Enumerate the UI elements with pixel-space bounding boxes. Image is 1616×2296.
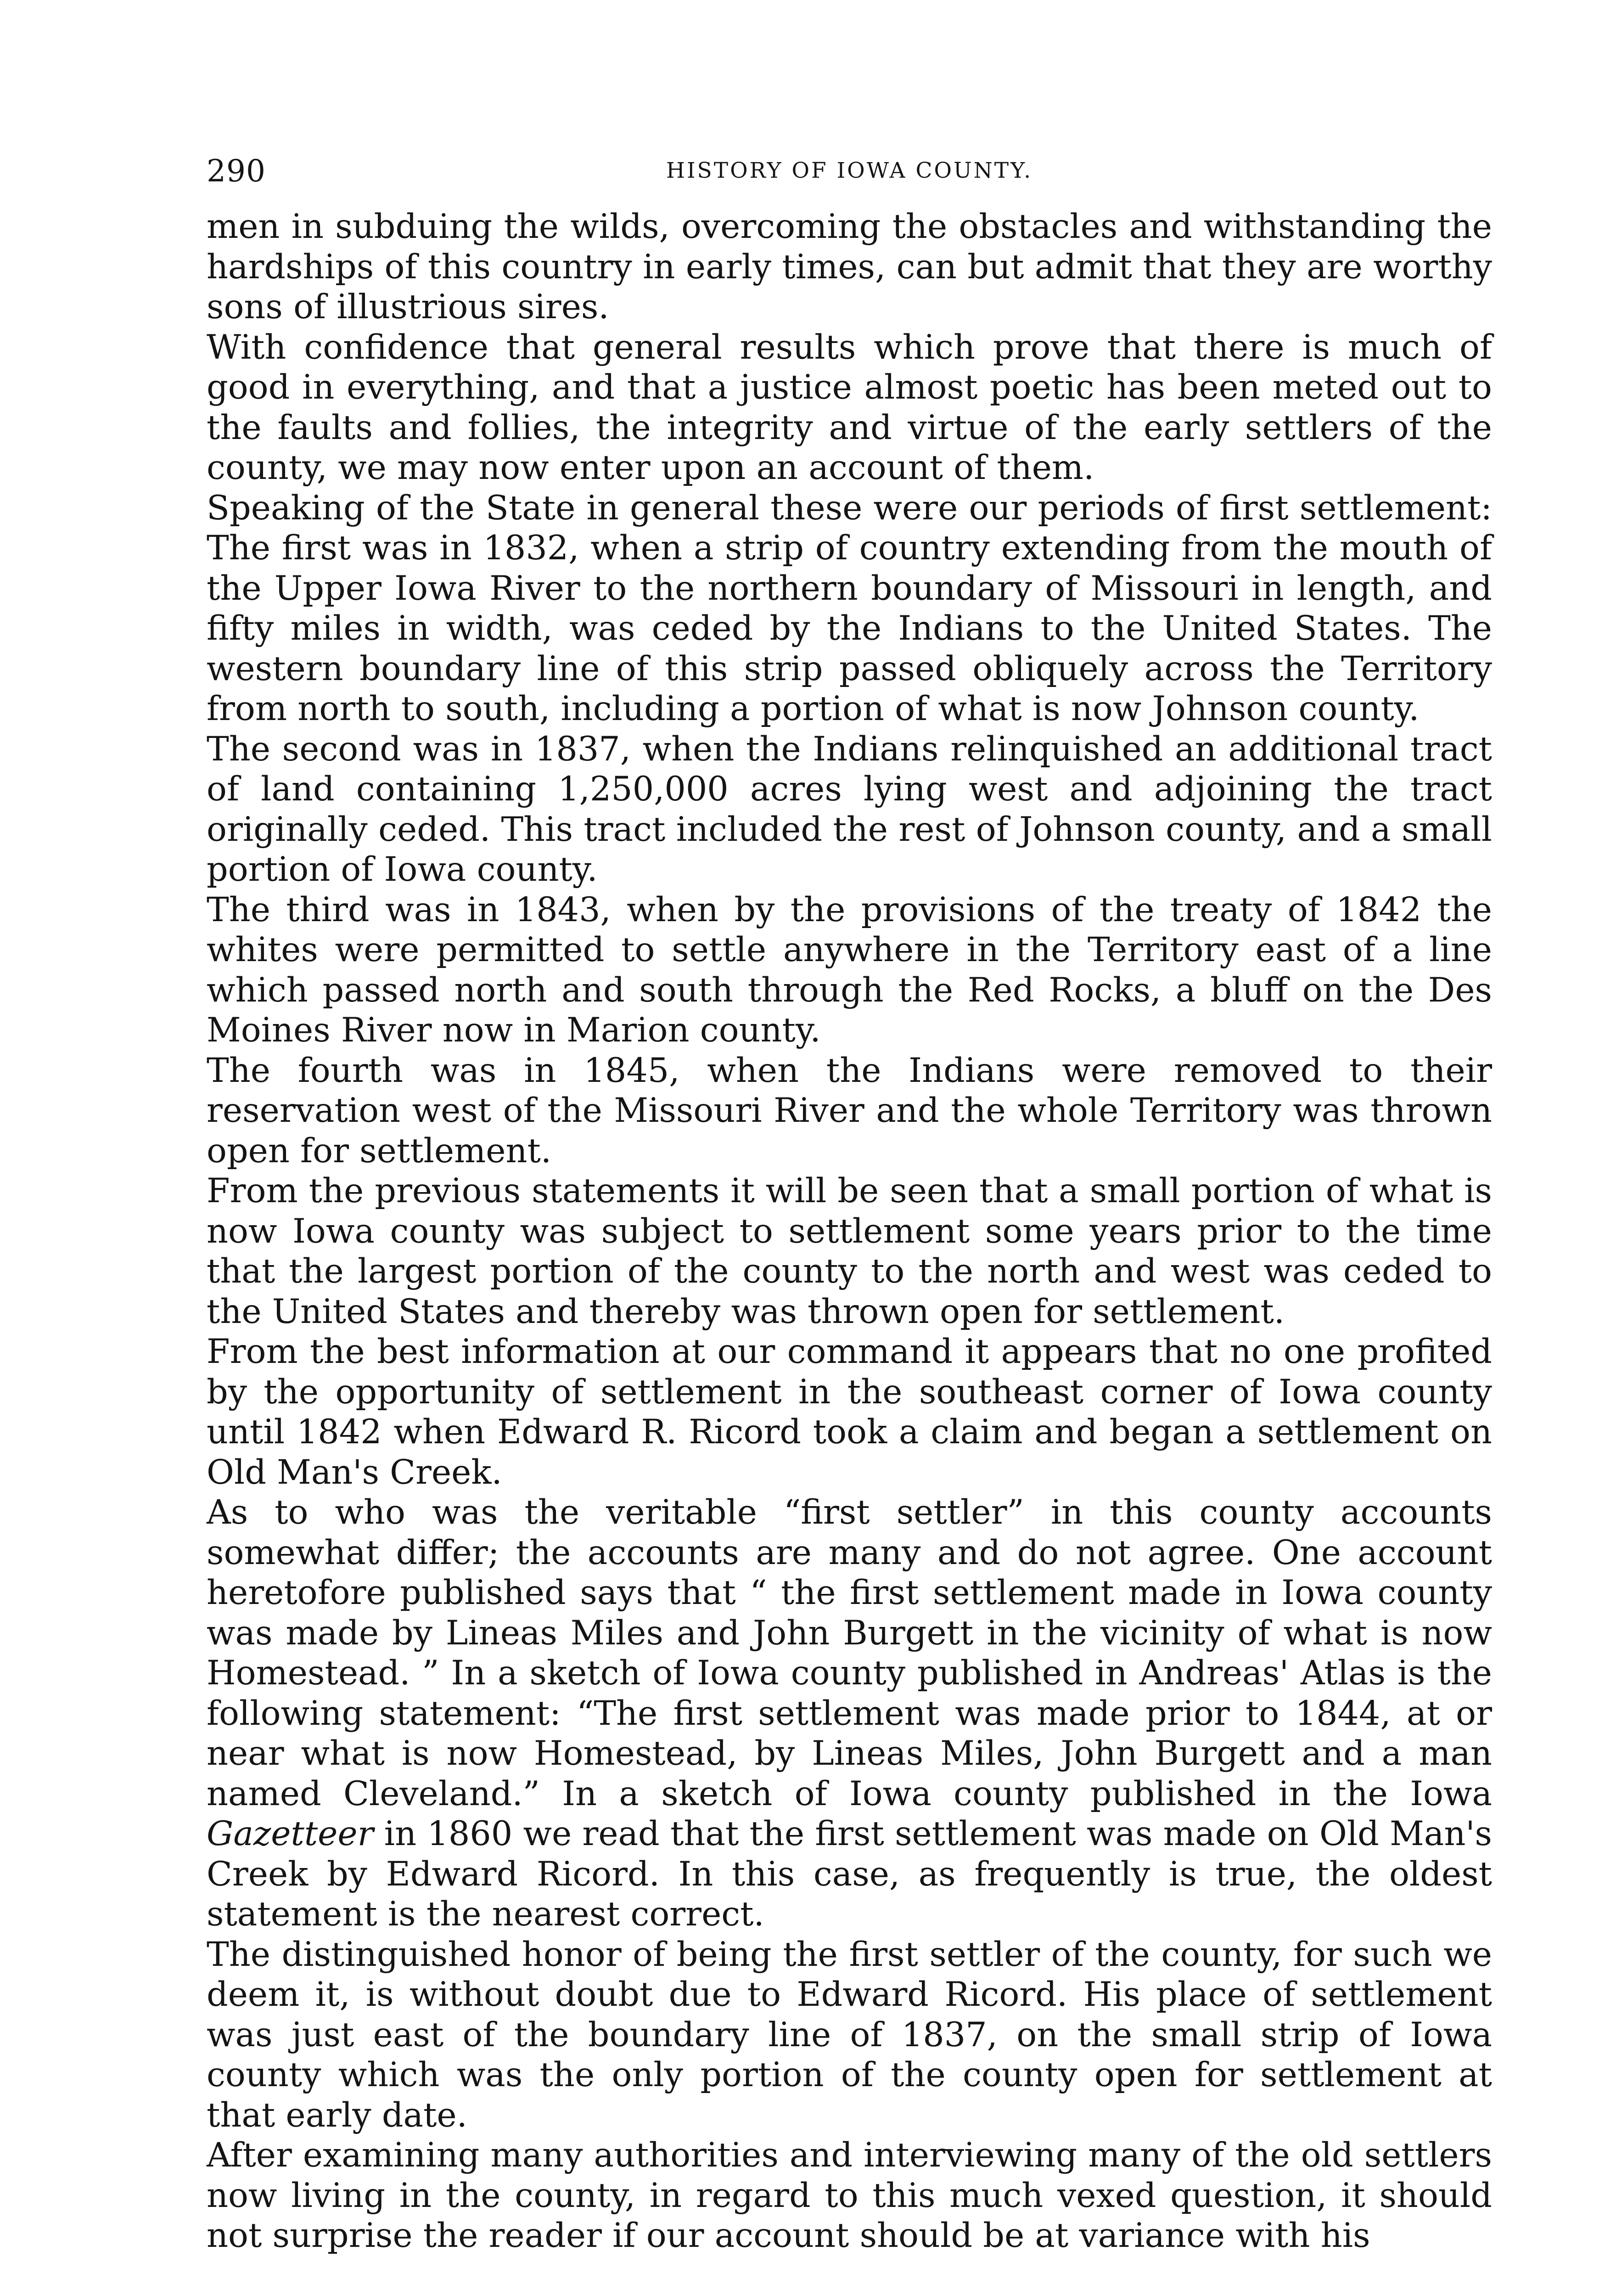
paragraph-11: After examining many authorities and interviewing many of the old settlers now living in the county, in regard to this much vexed question, it should not surprise the reader if our account should be at variance with his <box>207 2136 1492 2255</box>
paragraph-7: From the previous statements it will be seen that a small portion of what is now Iowa county was subject to settlement some years prior to the time that the largest portion of the county to the north and west was ceded to the United States and thereby was thrown open for settlement. <box>207 1171 1492 1331</box>
running-head <box>207 153 1492 207</box>
paragraph-9-text-before: As to who was the veritable “first settler” in this county accounts somewhat differ; the accounts are many and do not agree. One account heretofore published says that “ the first settlement made in Iowa county was made by Lineas Miles and John Burgett in the vicinity of what is now Homestead. ” In a sketch of Iowa county published in Andreas' Atlas is the following statement: “The first settlement was made prior to 1844, at or near what is now Homestead, by Lineas Miles, John Burgett and a man named Cleveland.” In a sketch of Iowa county published in the Iowa <box>207 1493 1492 1813</box>
page-number: 290 <box>207 153 266 189</box>
paragraph-9-text-after: in 1860 we read that the first settlement was made on Old Man's Creek by Edward Ricord. In this case, as frequently is true, the oldest statement is the nearest correct. <box>207 1814 1492 1934</box>
running-title: HISTORY OF IOWA COUNTY. <box>666 158 1033 183</box>
paragraph-6: The fourth was in 1845, when the Indians were removed to their reservation west of the Missouri River and the whole Territory was thrown open for settlement. <box>207 1051 1492 1171</box>
paragraph-8: From the best information at our command it appears that no one profited by the opportunity of settlement in the southeast corner of Iowa county until 1842 when Edward R. Ricord took a claim and began a settlement on Old Man's Creek. <box>207 1332 1492 1492</box>
paragraph-9 <box>207 1492 1492 1935</box>
gazetteer-title: Gazetteer <box>207 1814 374 1853</box>
paragraph-2: With confidence that general results which prove that there is much of good in everything, and that a justice almost poetic has been meted out to the faults and follies, the integrity and virtue of the early settlers of the county, we may now enter upon an account of them. <box>207 327 1492 487</box>
paragraph-1: men in subduing the wilds, overcoming the obstacles and withstanding the hardships of this country in early times, can but admit that they are worthy sons of illustrious sires. <box>207 207 1492 326</box>
paragraph-4: The second was in 1837, when the Indians relinquished an additional tract of land containing 1,250,000 acres lying west and adjoining the tract originally ceded. This tract included the rest of Johnson county, and a small portion of Iowa county. <box>207 729 1492 889</box>
paragraph-10: The distinguished honor of being the first settler of the county, for such we deem it, is without doubt due to Edward Ricord. His place of settlement was just east of the boundary line of 1837, on the small strip of Iowa county which was the only portion of the county open for settlement at that early date. <box>207 1935 1492 2135</box>
paragraph-3: Speaking of the State in general these were our periods of first settlement: The first was in 1832, when a strip of country extending from the mouth of the Upper Iowa River to the northern boundary of Missouri in length, and fifty miles in width, was ceded by the Indians to the United States. The western boundary line of this strip passed obliquely across the Territory from north to south, including a portion of what is now Johnson county. <box>207 488 1492 728</box>
book-page <box>207 153 1492 2256</box>
paragraph-5: The third was in 1843, when by the provisions of the treaty of 1842 the whites were permitted to settle anywhere in the Territory east of a line which passed north and south through the Red Rocks, a bluff on the Des Moines River now in Marion county. <box>207 890 1492 1050</box>
body-text <box>207 207 1492 2256</box>
